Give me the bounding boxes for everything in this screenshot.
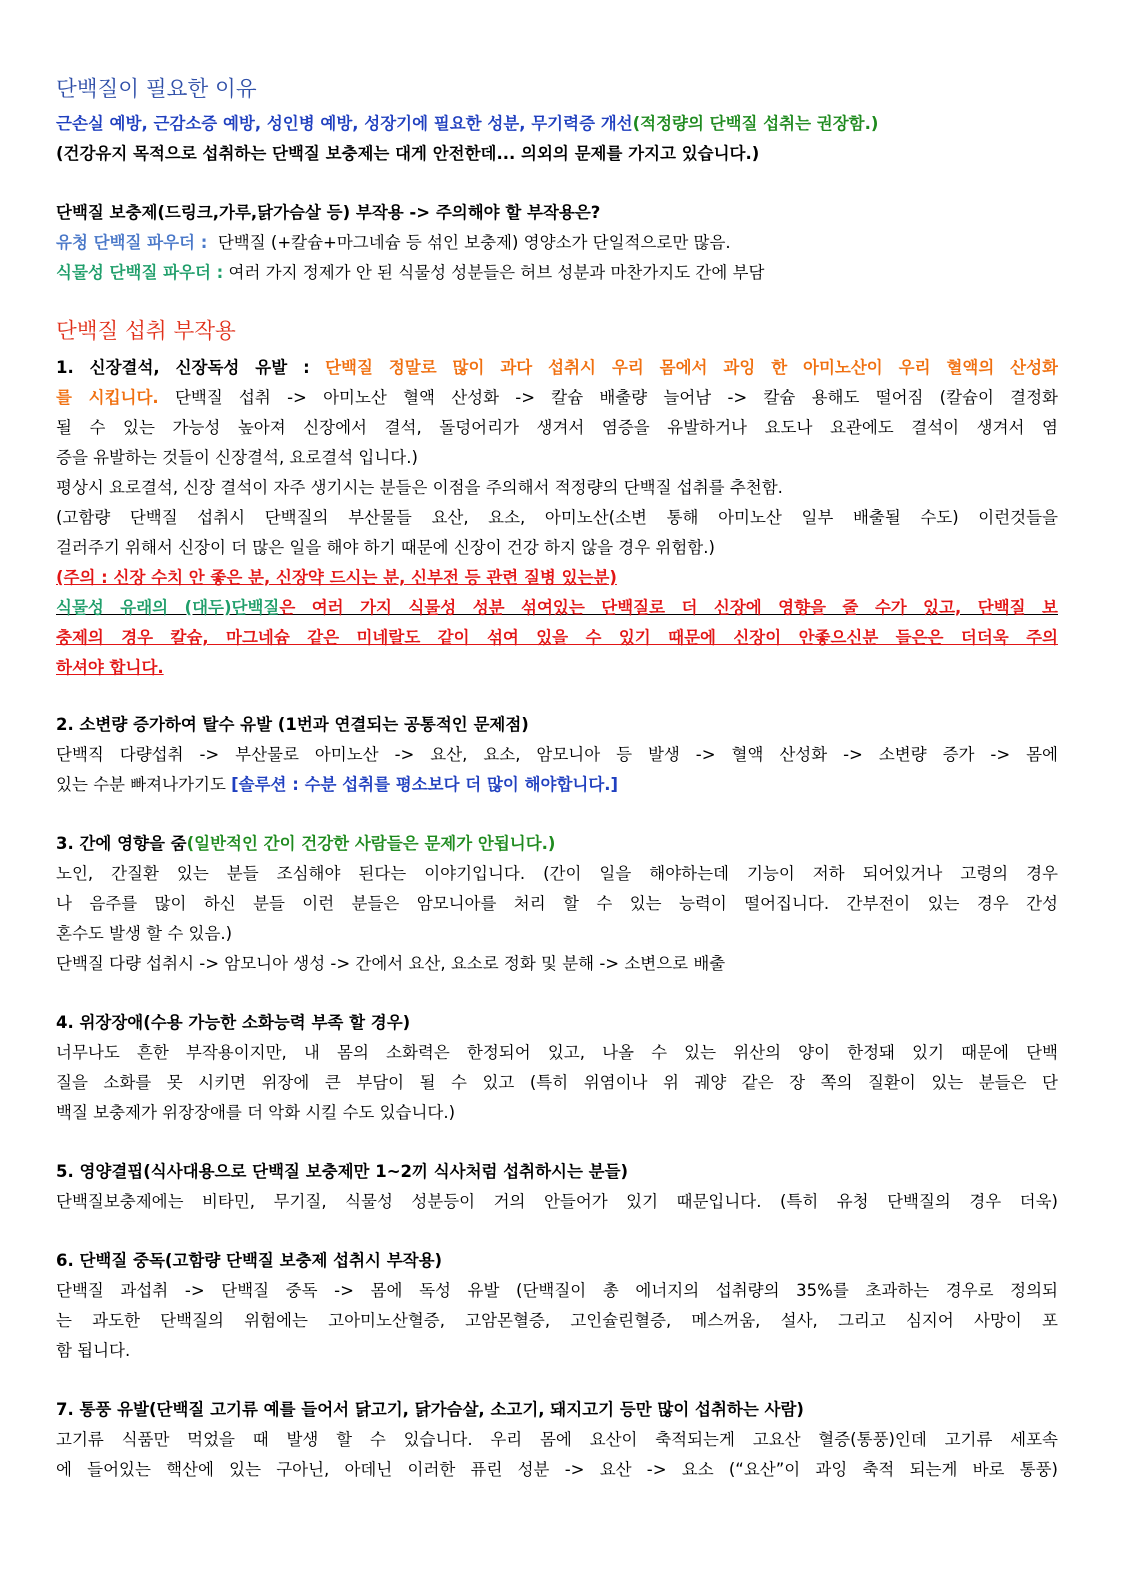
s3-title-note: (일반적인 간이 건강한 사람들은 문제가 안됩니다.) <box>186 834 556 853</box>
s1-line-4: 증을 유발하는 것들이 신장결석, 요로결석 입니다.) <box>56 448 418 467</box>
s1-plant-warn-a: 은 여러 가지 식물성 성분 섞여있는 단백질로 더 신장에 영향을 줄 수가 있고, 단백질 보 <box>279 598 1058 617</box>
s3-line-4: 단백질 다량 섭취시 -> 암모니아 생성 -> 간에서 요산, 요소로 정화 및 분해 -> 소변으로 배출 <box>56 954 726 973</box>
side-effects-heading: 단백질 섭취 부작용 <box>56 319 236 344</box>
s3-line-2: 나 음주를 많이 하신 분들 이런 분들은 암모니아를 처리 할 수 있는 능력이 떨어집니다. 간부전이 있는 경우 간성 <box>56 894 1058 913</box>
section-6 <box>56 1246 1058 1366</box>
s1-line-5: 평상시 요로결석, 신장 결석이 자주 생기시는 분들은 이점을 주의해서 적정량의 단백질 섭취를 추천함. <box>56 478 783 497</box>
s5-title: 5. 영양결핍(식사대용으로 단백질 보충제만 1~2끼 식사처럼 섭취하시는 분들) <box>56 1162 629 1181</box>
s3-line-1: 노인, 간질환 있는 분들 조심해야 된다는 이야기입니다. (간이 일을 해야하는데 기능이 저하 되어있거나 고령의 경우 <box>56 864 1058 883</box>
s1-l2-rest: 단백질 섭취 -> 아미노산 혈액 산성화 -> 칼슘 배출량 늘어남 -> 칼슘 용해도 떨어짐 (칼슘이 결정화 <box>174 388 1058 407</box>
section-2 <box>56 710 1058 800</box>
s6-line-3: 함 됩니다. <box>56 1341 131 1360</box>
benefits-note: (적정량의 단백질 섭취는 권장함.) <box>632 114 879 133</box>
section-5 <box>56 1157 1058 1217</box>
s2-solution: [솔루션 : 수분 섭취를 평소보다 더 많이 해야합니다.] <box>231 775 619 794</box>
s1-highlight-a: 단백질 정말로 많이 과다 섭취시 우리 몸에서 과잉 한 아미노산이 우리 혈액의 산성화 <box>325 358 1058 377</box>
s4-line-3: 백질 보충제가 위장장애를 더 악화 시킬 수도 있습니다.) <box>56 1103 456 1122</box>
s2-line-1: 단백직 다량섭취 -> 부산물로 아미노산 -> 요산, 요소, 암모니아 등 발생 -> 혈액 산성화 -> 소변량 증가 -> 몸에 <box>56 745 1058 764</box>
s3-title-line <box>56 829 1058 859</box>
s4-title: 4. 위장장애(수용 가능한 소화능력 부족 할 경우) <box>56 1013 411 1032</box>
s1-plant-origin: 식물성 유래의 (대두)단백질 <box>56 598 280 617</box>
s7-line-2: 에 들어있는 핵산에 있는 구아닌, 아데닌 이러한 퓨린 성분 -> 요산 -> 요소 (“요산”이 과잉 축적 되는게 바로 통풍) <box>56 1460 1058 1479</box>
intro-section <box>56 72 1058 108</box>
s1-highlight-b: 를 시킵니다. <box>56 388 159 407</box>
s1-plant-line-a <box>56 593 1058 623</box>
whey-line <box>56 228 1058 258</box>
section-3 <box>56 829 1058 979</box>
s4-line-1: 너무나도 흔한 부작용이지만, 내 몸의 소화력은 한정되어 있고, 나올 수 있는 위산의 양이 한정돼 있기 때문에 단백 <box>56 1043 1058 1062</box>
s1-line-1 <box>56 353 1058 383</box>
plant-label: 식물성 단백질 파우더 : <box>56 263 224 282</box>
s5-line-1: 단백질보충제에는 비타민, 무기질, 식물성 성분등이 거의 안들어가 있기 때문입니다. (특히 유청 단백질의 경우 더욱) <box>56 1192 1058 1211</box>
benefits-text: 근손실 예방, 근감소증 예방, 성인병 예방, 성장기에 필요한 성분, 무기력증 개선 <box>56 114 633 133</box>
plant-line <box>56 258 1058 288</box>
s3-title: 3. 간에 영향을 줌 <box>56 834 187 853</box>
s3-line-3: 혼수도 발생 할 수 있음.) <box>56 924 233 943</box>
s4-line-2: 질을 소화를 못 시키면 위장에 큰 부담이 될 수 있고 (특히 위염이나 위 궤양 같은 장 쪽의 질환이 있는 분들은 단 <box>56 1073 1058 1092</box>
section-7 <box>56 1395 1058 1485</box>
section-4 <box>56 1008 1058 1128</box>
s1-line-7: 걸러주기 위해서 신장이 더 많은 일을 해야 하기 때문에 신장이 건강 하지 않을 경우 위험함.) <box>56 538 715 557</box>
whey-text: 단백질 (+칼슘+마그네슘 등 섞인 보충제) 영양소가 단일적으로만 많음. <box>217 233 731 252</box>
s6-line-2: 는 과도한 단백질의 위험에는 고아미노산혈증, 고암몬혈증, 고인슐린혈증, 메스꺼움, 설사, 그리고 심지어 사망이 포 <box>56 1311 1058 1330</box>
s2-l2-text: 있는 수분 빠져나가기도 <box>56 775 226 794</box>
s1-plant-warn-b: 충제의 경우 칼슘, 마그네슘 같은 미네랄도 같이 섞여 있을 수 있기 때문에 신장이 안좋으신분 들은은 더더욱 주의 <box>56 628 1058 647</box>
s1-warning: (주의 : 신장 수치 안 좋은 분, 신장약 드시는 분, 신부전 등 관련 질병 있는분) <box>56 568 617 587</box>
plant-text: 여러 가지 정제가 안 된 식물성 성분들은 허브 성분과 마찬가지도 간에 부담 <box>228 263 765 282</box>
side-effects-heading-block <box>56 314 1058 350</box>
s2-line-2 <box>56 770 1058 800</box>
benefits-line <box>56 109 1058 139</box>
s6-line-1: 단백질 과섭취 -> 단백질 중독 -> 몸에 독성 유발 (단백질이 총 에너지의 섭취량의 35%를 초과하는 경우로 정의되 <box>56 1281 1058 1300</box>
s7-line-1: 고기류 식품만 먹었을 때 발생 할 수 있습니다. 우리 몸에 요산이 축적되는게 고요산 혈증(통풍)인데 고기류 세포속 <box>56 1430 1058 1449</box>
s1-line-3: 될 수 있는 가능성 높아져 신장에서 결석, 돌덩어리가 생겨서 염증을 유발하거나 요도나 요관에도 결석이 생겨서 염 <box>56 418 1058 437</box>
s1-line-6: (고함량 단백질 섭취시 단백질의 부산물들 요산, 요소, 아미노산(소변 통해 아미노산 일부 배출될 수도) 이런것들을 <box>56 508 1058 527</box>
intro-body <box>56 109 1058 169</box>
s1-plant-warn-c: 하셔야 합니다. <box>56 658 164 677</box>
supplements-title: 단백질 보충제(드링크,가루,닭가슴살 등) 부작용 -> 주의해야 할 부작용은? <box>56 203 601 222</box>
s2-title: 2. 소변량 증가하여 탈수 유발 (1번과 연결되는 공통적인 문제점) <box>56 715 529 734</box>
safety-note: (건강유지 목적으로 섭취하는 단백질 보충제는 대게 안전한데... 의외의 문제를 가지고 있습니다.) <box>56 144 760 163</box>
section-1 <box>56 353 1058 683</box>
whey-label: 유청 단백질 파우더 : <box>56 233 208 252</box>
s6-title: 6. 단백질 중독(고함량 단백질 보충제 섭취시 부작용) <box>56 1251 443 1270</box>
s1-line-2 <box>56 383 1058 413</box>
supplements-section <box>56 198 1058 288</box>
s1-title: 1. 신장결석, 신장독성 유발 : <box>56 358 310 377</box>
s7-title: 7. 통풍 유발(단백질 고기류 예를 들어서 닭고기, 닭가슴살, 소고기, 돼지고기 등만 많이 섭취하는 사람) <box>56 1400 804 1419</box>
intro-heading: 단백질이 필요한 이유 <box>56 77 257 102</box>
